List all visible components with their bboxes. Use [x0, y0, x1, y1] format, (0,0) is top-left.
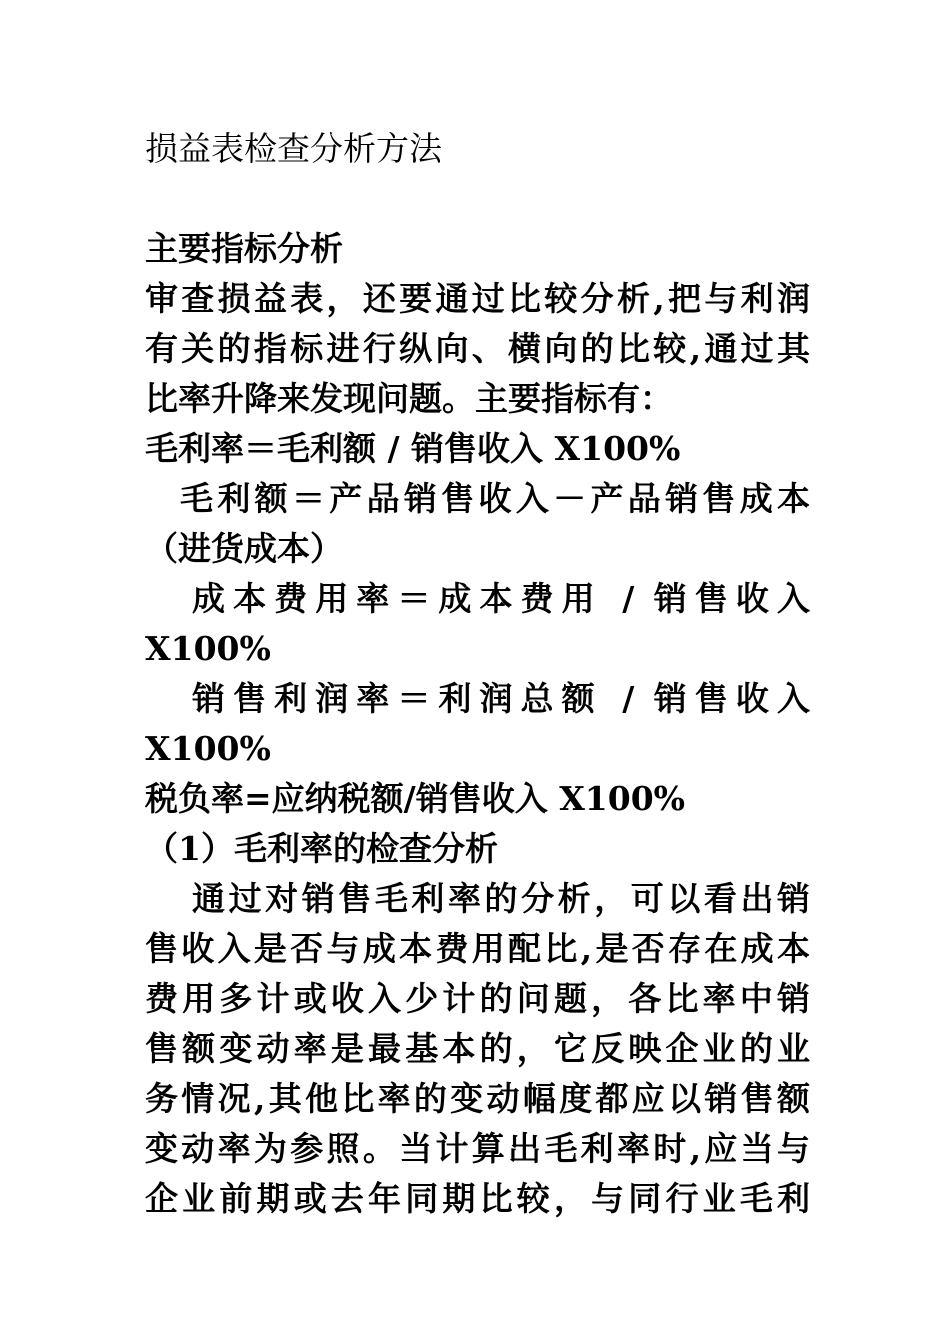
intro-line-2: 有关的指标进行纵向、横向的比较,通过其 — [145, 329, 810, 368]
formula-gross-margin-rate: 毛利率＝毛利额 / 销售收入 X100% — [145, 429, 681, 468]
subsection-heading: （1）毛利率的检查分析 — [145, 829, 498, 868]
formula-profit-rate-line-1: 销售利润率＝利润总额 / 销售收入 — [192, 679, 810, 718]
document-title: 损益表检查分析方法 — [145, 129, 442, 168]
intro-line-1: 审查损益表，还要通过比较分析,把与利润 — [145, 279, 810, 318]
body-line-2: 售收入是否与成本费用配比,是否存在成本 — [145, 929, 810, 968]
formula-tax-rate: 税负率=应纳税额/销售收入 X100% — [145, 779, 686, 818]
body-line-6: 变动率为参照。当计算出毛利率时,应当与 — [145, 1129, 810, 1168]
body-line-1: 通过对销售毛利率的分析，可以看出销 — [192, 879, 810, 918]
formula-cost-rate-line-1: 成本费用率＝成本费用 / 销售收入 — [192, 579, 810, 618]
intro-line-3: 比率升降来发现问题。主要指标有： — [145, 379, 673, 418]
section-heading: 主要指标分析 — [145, 229, 343, 268]
formula-gross-margin-line-1: 毛利额＝产品销售收入－产品销售成本 — [180, 479, 810, 518]
body-line-5: 务情况,其他比率的变动幅度都应以销售额 — [145, 1079, 810, 1118]
formula-cost-rate-line-2: X100% — [145, 629, 271, 668]
formula-profit-rate-line-2: X100% — [145, 729, 271, 768]
body-line-7: 企业前期或去年同期比较，与同行业毛利 — [145, 1179, 810, 1218]
body-line-4: 售额变动率是最基本的，它反映企业的业 — [145, 1029, 810, 1068]
formula-gross-margin-line-2: （进货成本） — [145, 529, 343, 568]
body-line-3: 费用多计或收入少计的问题，各比率中销 — [145, 979, 810, 1018]
